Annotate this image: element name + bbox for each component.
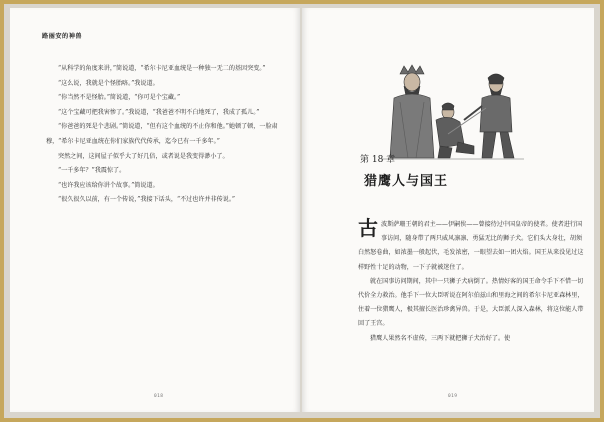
paragraph: 就在国事访问期间，其中一只狮子犬病倒了。热情好客的国王命令手下不惜一切代价全力救治。他手下一位大臣听说在阿尔伯兹山和里海之间的希尔卡尼亚森林里，住着一位猎鹰人，极其擅长医治珍禽异兽。于是，大臣派人深入森林，将这位能人带回了王宫。 [358, 277, 584, 328]
chapter-title: 猎鹰人与国王 [364, 174, 449, 189]
paragraph: “你爸爸的死是个悲剧。”简说道，“但有这个血统的不止你和他。”她顿了顿，一脸肃穆，“希尔卡尼亚血统在你们家族代代传承，迄今已有一千多年。” [46, 123, 278, 145]
paragraph: “也许我应该给你讲个故事。”简说道。 [58, 181, 159, 189]
paragraph: 突然之间，这间屋子似乎大了好几倍，或者说是我变得渺小了。 [58, 152, 229, 160]
paragraph: “你当然不是怪胎。”简说道，“你可是个宝藏。” [58, 94, 181, 102]
right-page [302, 8, 594, 412]
opening-paragraph [358, 218, 584, 275]
chapter-number: 第 18 章 [360, 155, 396, 165]
opening-paragraph-text: 波斯萨珊王朝的君主——伊嗣俟——曾接待过中国皇帝的使者。使者进行国事访问，随身带了两只威风凛凛、勇猛无比的狮子犬。它们头大身壮，胡须白然怒卷曲，如浓墨一般起伏，毛发浓密，一眼望去如一团火焰。国王从来没见过这样野性十足的动物，一下子就被迷住了。 [358, 221, 584, 271]
left-body-text [46, 62, 282, 208]
drop-cap: 古 [358, 216, 378, 240]
chapter-illustration [378, 62, 528, 162]
paragraph: 猎鹰人果然名不虚传，三两下就把狮子犬治好了。使 [370, 334, 511, 342]
paragraph: “从科学的角度来讲，”简说道，“希尔卡尼亚血统是一种独一无二的基因突变。” [58, 65, 266, 72]
paragraph: “一千多年？”我震惊了。 [58, 167, 126, 175]
page-number: 018 [154, 394, 164, 399]
left-page [10, 8, 300, 412]
kneeling-man-figure [436, 103, 474, 158]
running-head: 路丽安的神兽 [42, 33, 83, 40]
king-figure [390, 65, 434, 158]
page-number: 019 [448, 394, 458, 399]
paragraph: “这个宝藏可把我害惨了。”我说道，“我爸爸不明不白地死了，我成了孤儿。” [58, 108, 260, 116]
paragraph: “这么说，我就是个怪胎咯。”我说道。 [58, 79, 159, 87]
paragraph: “很久很久以前，有一个传说，”我接下话头，“不过也许并非传说。” [58, 196, 235, 204]
right-body-text [358, 218, 584, 346]
